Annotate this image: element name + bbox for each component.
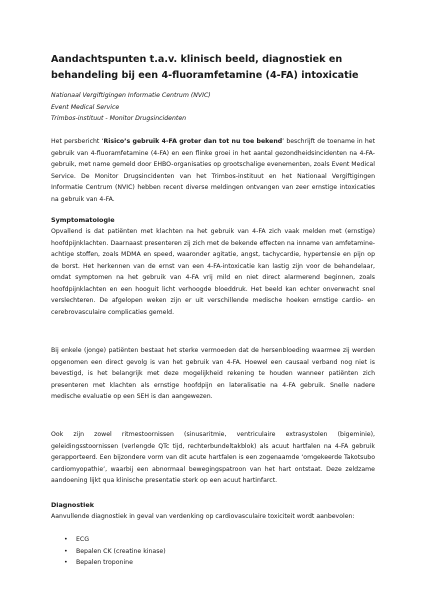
intro-suffix: ’ beschrijft de toename in het gebruik van 4-fluoramfetamine (4-FA) en een flinke groei in het aantal gezondheidsincidenten na 4-FA-gebruik, met name gemeld door EHBO-organisaties op grootschalige evenementen, zoals Event Medical Service. De Monitor Drugsincidenten van het Trimbos-instituut en het Nationaal Vergiftigingen Informatie Centrum (NVIC) hebben recent diverse meldingen ontvangen van zeer ernstige intoxicaties na gebruik van 4-FA.	[51, 138, 375, 203]
list-item	[51, 546, 166, 558]
bullet-icon: •	[64, 547, 68, 555]
bullet-icon: •	[64, 559, 68, 566]
list-item-text: ECG	[76, 536, 90, 543]
list-item	[51, 557, 166, 569]
symptomatology-paragraph-3: Ook zijn zowel ritmestoornissen (sinusaritmie, ventriculaire extrasystolen (bigeminie), geleidingsstoornissen (verlengde QTc tijd, rechterbundeltakblok) als acuut hartfalen na 4-FA gebruik gerapporteerd. Een bijzondere vorm van dit acute hartfalen is een zogenaamde ‘omgekeerde Takotsubo cardiomyopathie’, waarbij een abnormaal bewegingspatroon van het hart ontstaat. Deze zeldzame aandoening lijkt qua klinische presentatie sterk op een acuut hartinfarct.	[51, 431, 375, 484]
diagnostics-list	[51, 534, 166, 569]
press-release-title: Risico’s gebruik 4-FA groter dan tot nu toe bekend	[103, 138, 283, 145]
symptomatology-paragraph-2: Bij enkele (jonge) patiënten bestaat het sterke vermoeden dat de hersenbloeding waarmee zij werden opgenomen een direct gevolg is van het gebruik van 4-FA. Hoewel een causaal verband nog niet is bevestigd, is het belangrijk met deze mogelijkheid rekening te houden wanneer patiënten zich presenteren met klachten als ernstige hoofdpijn en lateralisatie na 4-FA gebruik. Snelle nadere medische evaluatie op een SEH is dan aangewezen.	[51, 347, 375, 400]
list-item-text: Bepalen CK (creatine kinase)	[76, 547, 166, 555]
author-event-medical-service: Event Medical Service	[51, 103, 120, 111]
list-item	[51, 534, 166, 546]
list-item-text: Bepalen troponine	[76, 559, 133, 566]
intro-paragraph	[51, 136, 375, 205]
symptomatology-heading: Symptomatologie	[51, 216, 115, 224]
author-trimbos: Trimbos-instituut - Monitor Drugsincidenten	[51, 115, 187, 122]
author-nvic: Nationaal Vergiftigingen Informatie Centrum (NVIC)	[51, 92, 211, 99]
document-title: Aandachtspunten t.a.v. klinisch beeld, diagnostiek en behandeling bij een 4-fluoramfetamine (4-FA) intoxicatie	[51, 54, 359, 81]
intro-prefix: Het persbericht ‘	[51, 138, 104, 145]
author-list	[51, 90, 381, 125]
bullet-icon: •	[64, 536, 68, 543]
diagnostics-intro: Aanvullende diagnostiek in geval van verdenking op cardiovasculaire toxiciteit wordt aanbevolen:	[51, 513, 355, 520]
diagnostics-heading: Diagnostiek	[51, 501, 94, 509]
symptomatology-paragraph-1: Opvallend is dat patiënten met klachten na het gebruik van 4-FA zich vaak melden met (ernstige) hoofdpijnklachten. Daarnaast presenteren zij zich met de bekende effecten na inname van amfetamine-achtige stoffen, zoals MDMA en speed, waaronder agitatie, angst, tachycardie, hypertensie en pijn op de borst. Het herkennen van de ernst van een 4-FA-intoxicatie kan lastig zijn voor de behandelaar, omdat symptomen na het gebruik van 4-FA vrij mild en niet direct alarmerend beginnen, zoals hoofdpijnklachten en een hooguit licht verhoogde bloeddruk. Het beeld kan echter onverwacht snel verslechteren. De afgelopen weken zijn er uit verschillende medische hoeken ernstige cardio- en cerebrovasculaire complicaties gemeld.	[51, 228, 375, 316]
